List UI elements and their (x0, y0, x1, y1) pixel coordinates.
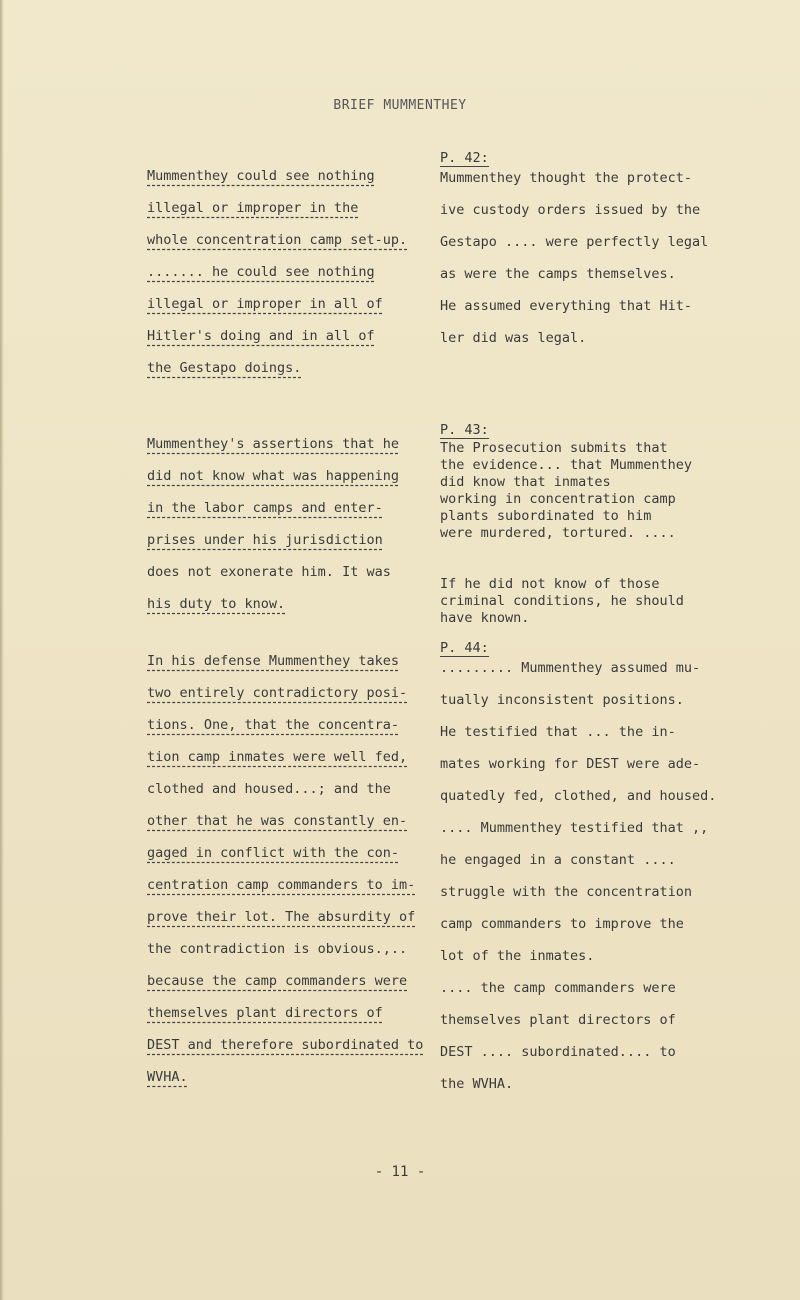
text-line: illegal or improper in the (147, 200, 359, 216)
text-line: Mummenthey's assertions that he (147, 436, 399, 452)
text-line: tions. One, that the concentra- (147, 717, 399, 733)
text-line: DEST .... subordinated.... to (440, 1044, 676, 1060)
text-line: themselves plant directors of (147, 1005, 383, 1021)
text-line: does not exonerate him. It was (147, 564, 391, 580)
text-line: the contradiction is obvious.,.. (147, 941, 408, 957)
left-block-1 (147, 166, 437, 390)
text-line: as were the camps themselves. (440, 266, 676, 282)
text-line: gaged in conflict with the con- (147, 845, 399, 861)
text-line: clothed and housed...; and the (147, 781, 391, 797)
text-line: mates working for DEST were ade- (440, 756, 701, 772)
text-line: In his defense Mummenthey takes (147, 653, 399, 669)
text-line: his duty to know. (147, 596, 286, 612)
text-line: .... Mummenthey testified that ,, (440, 820, 709, 836)
text-line: lot of the inmates. (440, 948, 595, 964)
text-line: themselves plant directors of (440, 1012, 676, 1028)
text-line: ive custody orders issued by the (440, 202, 701, 218)
text-line: He testified that ... the in- (440, 724, 676, 740)
page-reference: P. 43: (440, 422, 489, 438)
text-line: he engaged in a constant .... (440, 852, 676, 868)
text-line: tion camp inmates were well fed, (147, 749, 408, 765)
text-line: Mummenthey could see nothing (147, 168, 375, 184)
text-line: ......... Mummenthey assumed mu- (440, 660, 701, 676)
text-line: tually inconsistent positions. (440, 692, 684, 708)
text-line: He assumed everything that Hit- (440, 298, 692, 314)
page-reference: P. 44: (440, 640, 489, 656)
text-line: the WVHA. (440, 1076, 514, 1092)
text-line: struggle with the concentration (440, 884, 692, 900)
text-line: prises under his jurisdiction (147, 532, 383, 548)
text-line: .... the camp commanders were (440, 980, 676, 996)
text-line: were murdered, tortured. .... (440, 525, 676, 541)
text-line: centration camp commanders to im- (147, 877, 416, 893)
text-line: did know that inmates (440, 474, 611, 490)
page-number: - 11 - (374, 1164, 426, 1180)
text-line: The Prosecution submits that (440, 440, 668, 456)
left-block-3 (147, 651, 437, 1099)
text-line: working in concentration camp (440, 491, 676, 507)
left-block-2 (147, 434, 437, 626)
text-line: whole concentration camp set-up. (147, 232, 408, 248)
right-block-p42 (440, 150, 740, 360)
text-line: DEST and therefore subordinated to (147, 1037, 424, 1053)
page-edge-shadow (0, 0, 4, 1300)
text-line: Mummenthey thought the protect- (440, 170, 692, 186)
text-line: have known. (440, 610, 530, 626)
text-line: in the labor camps and enter- (147, 500, 383, 516)
text-line: Hitler's doing and in all of (147, 328, 375, 344)
text-line: ....... he could see nothing (147, 264, 375, 280)
page-header: BRIEF MUMMENTHEY (333, 98, 467, 113)
text-line: other that he was constantly en- (147, 813, 408, 829)
text-line: If he did not know of those (440, 576, 660, 592)
text-line: camp commanders to improve the (440, 916, 684, 932)
text-line: Gestapo .... were perfectly legal (440, 234, 709, 250)
right-block-p44 (440, 640, 740, 1106)
text-line: criminal conditions, he should (440, 593, 684, 609)
page-reference: P. 42: (440, 150, 489, 166)
text-line: ler did was legal. (440, 330, 587, 346)
text-line: plants subordinated to him (440, 508, 652, 524)
text-line: because the camp commanders were (147, 973, 408, 989)
right-block-p43 (440, 422, 740, 627)
text-line: quatedly fed, clothed, and housed. (440, 788, 717, 804)
text-line: illegal or improper in all of (147, 296, 383, 312)
text-line: did not know what was happening (147, 468, 399, 484)
text-line: WVHA. (147, 1069, 188, 1085)
text-line: prove their lot. The absurdity of (147, 909, 416, 925)
text-line: the Gestapo doings. (147, 360, 302, 376)
text-line: the evidence... that Mummenthey (440, 457, 692, 473)
text-line: two entirely contradictory posi- (147, 685, 408, 701)
